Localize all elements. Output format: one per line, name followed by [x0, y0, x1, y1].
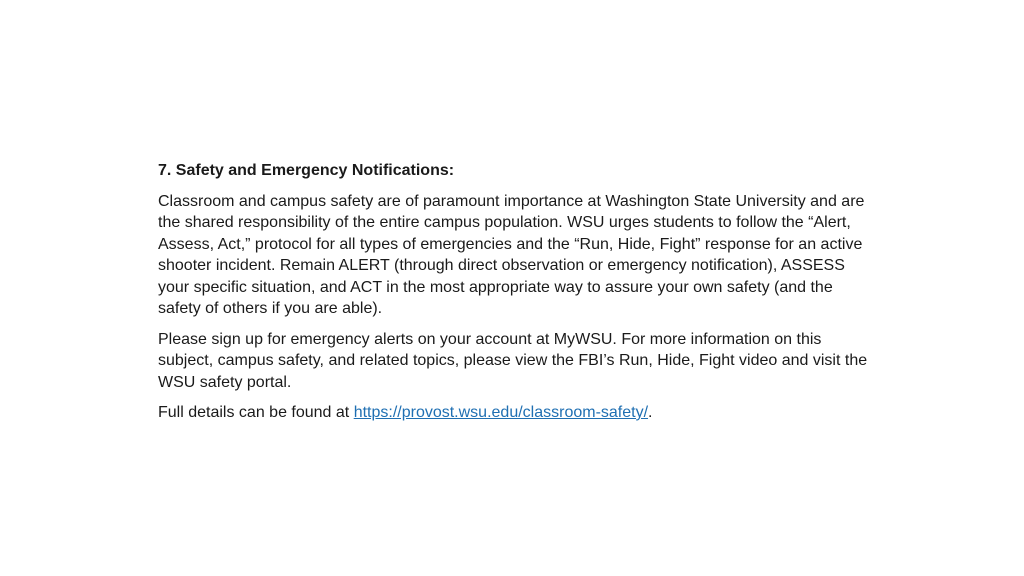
safety-paragraph: Classroom and campus safety are of paramount importance at Washington State University and are the shared responsibility of the entire campus population. WSU urges students to follow the “Alert, Assess, Act,” protocol for all types of emergencies and the “Run, Hide, Fight” response for an active shooter incident. Remain ALERT (through direct observation or emergency notification), ASSESS your specific situation, and ACT in the most appropriate way to assure your own safety (and the safety of others if you are able). — [158, 192, 865, 317]
safety-section — [158, 160, 870, 433]
section-heading: 7. Safety and Emergency Notifications: — [158, 162, 455, 179]
details-paragraph — [158, 402, 870, 424]
details-suffix: . — [648, 404, 653, 421]
details-prefix: Full details can be found at — [158, 404, 354, 421]
classroom-safety-link[interactable]: https://provost.wsu.edu/classroom-safety/ — [353, 404, 649, 421]
alerts-paragraph: Please sign up for emergency alerts on your account at MyWSU. For more information on this subject, campus safety, and related topics, please view the FBI’s Run, Hide, Fight video and visit the WSU safety portal. — [158, 330, 868, 391]
